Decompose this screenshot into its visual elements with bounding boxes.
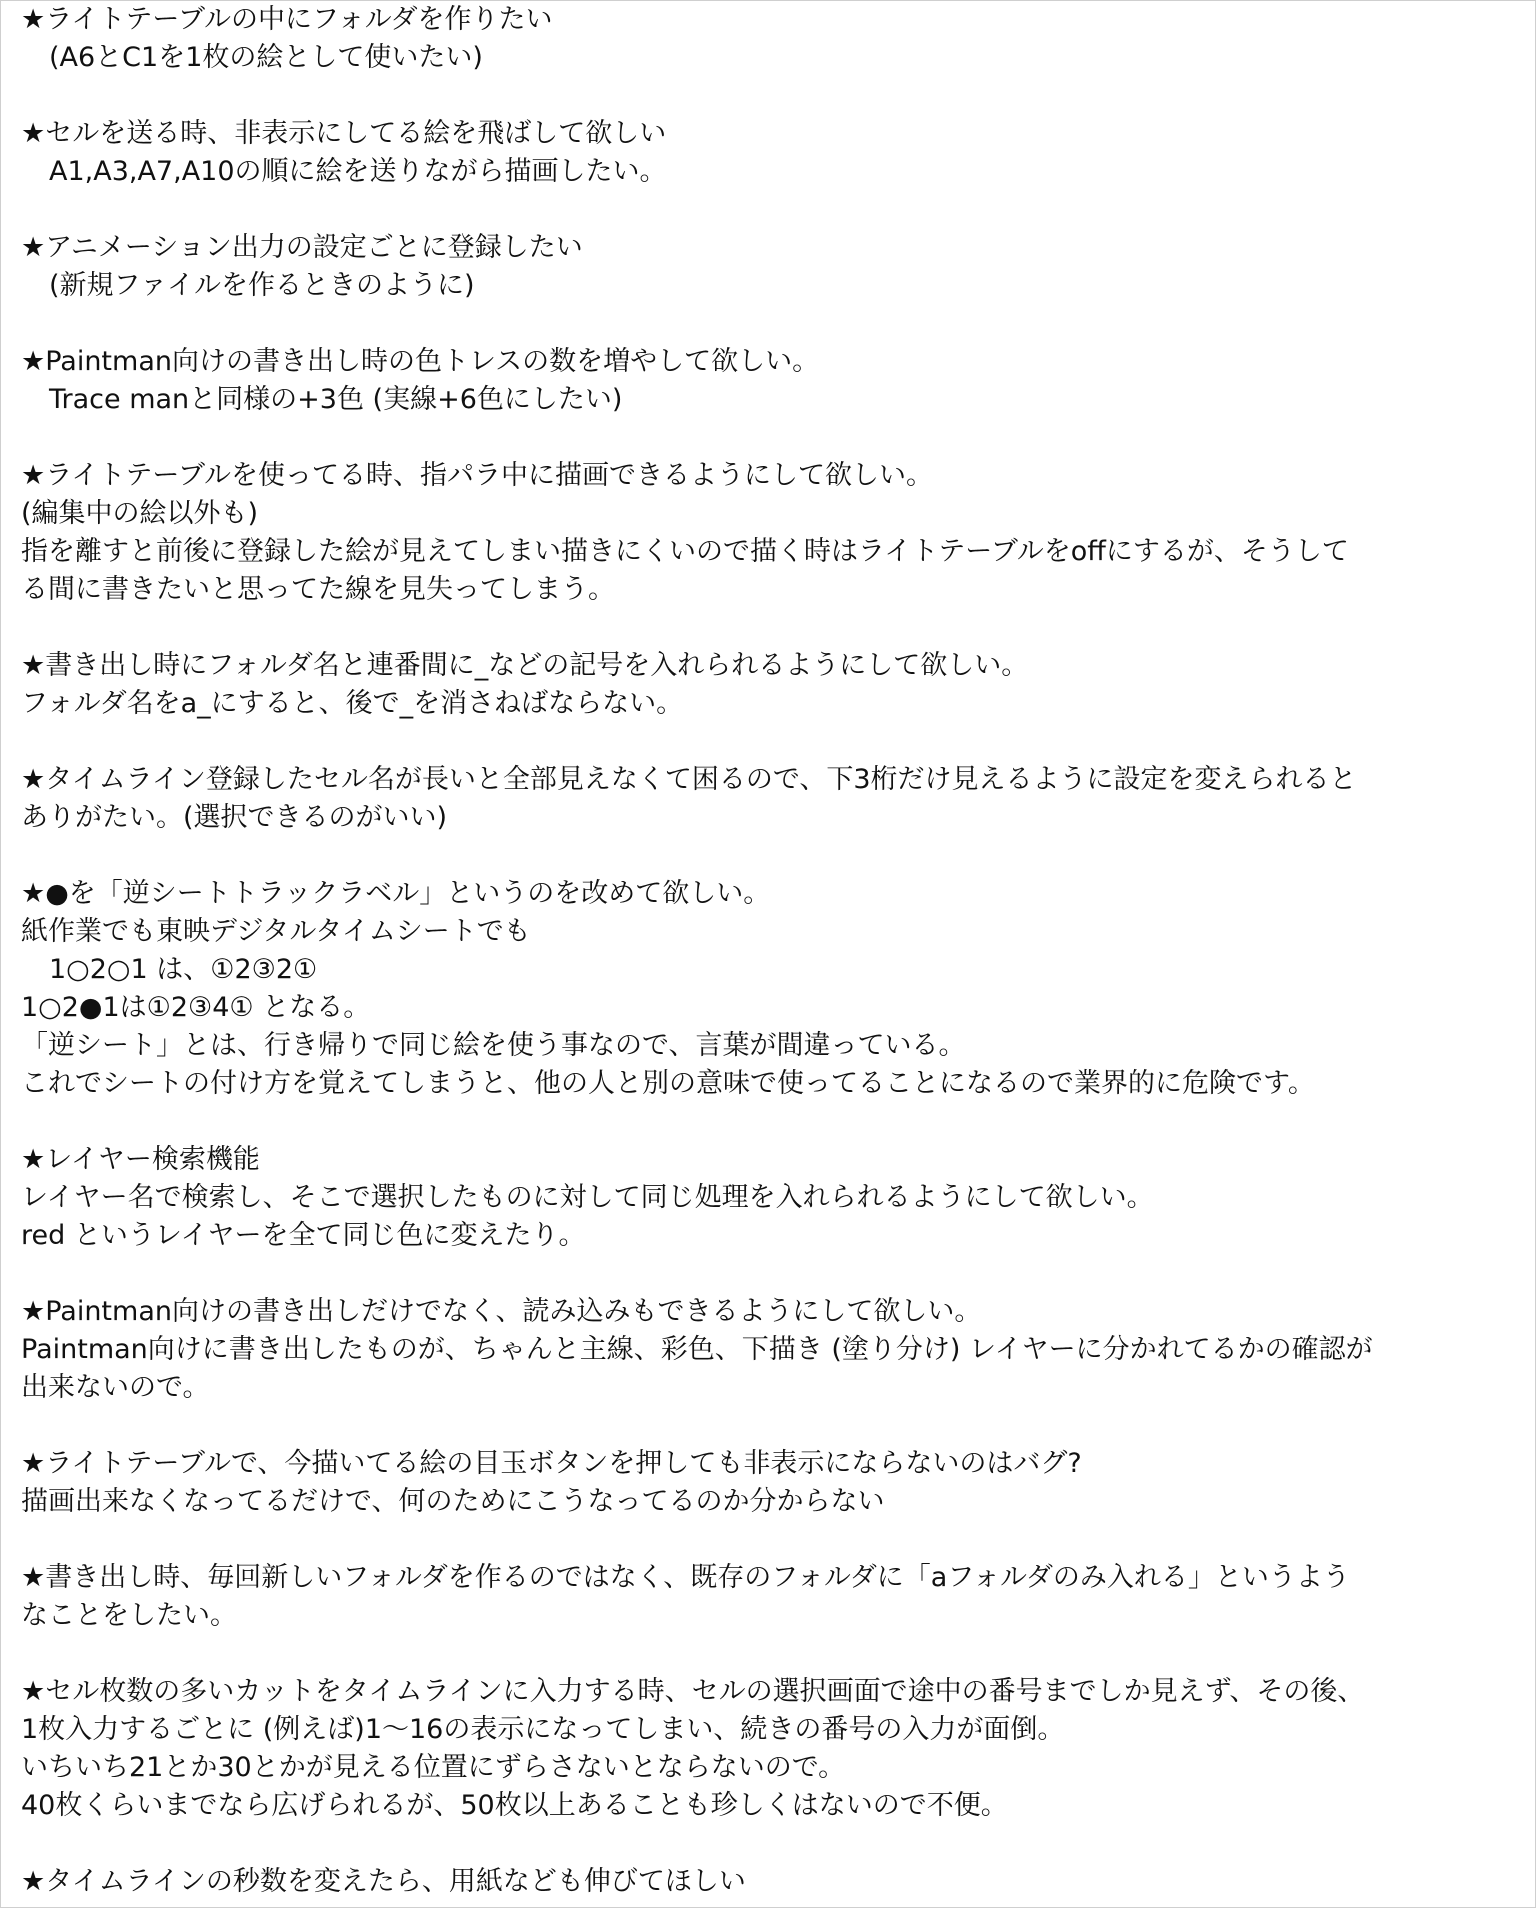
text-line: 1○2○1 は、①2③2① — [49, 954, 318, 985]
text-line: A1,A3,A7,A10の順に絵を送りながら描画したい。 — [49, 156, 667, 187]
blank-line — [21, 1635, 1521, 1673]
request-heading: ★Paintman向けの書き出し時の色トレスの数を増やして欲しい。 — [21, 346, 820, 377]
document-body — [21, 1, 1521, 1901]
text-line: (A6とC1を1枚の絵として使いたい) — [49, 42, 483, 73]
blank-line — [21, 305, 1521, 343]
request-heading: ★ライトテーブルで、今描いてる絵の目玉ボタンを押しても非表示にならないのはバグ? — [21, 1448, 1082, 1479]
request-heading: ★セル枚数の多いカットをタイムラインに入力する時、セルの選択画面で途中の番号までしか見えず、その後、 — [21, 1676, 1365, 1707]
text-line: Paintman向けに書き出したものが、ちゃんと主線、彩色、下描き (塗り分け) レイヤーに分かれてるかの確認が — [21, 1334, 1373, 1365]
text-line: 「逆シート」とは、行き帰りで同じ絵を使う事なので、言葉が間違っている。 — [21, 1030, 966, 1061]
text-line: 紙作業でも東映デジタルタイムシートでも — [21, 916, 531, 947]
blank-line — [21, 191, 1521, 229]
request-heading: ★タイムライン登録したセル名が長いと全部見えなくて困るので、下3桁だけ見えるように設定を変えられると — [21, 764, 1357, 795]
blank-line — [21, 1521, 1521, 1559]
text-line: 1枚入力するごとに (例えば)1〜16の表示になってしまい、続きの番号の入力が面倒。 — [21, 1714, 1065, 1745]
text-line: フォルダ名をa_にすると、後で_を消さねばならない。 — [21, 688, 684, 719]
request-heading: ★レイヤー検索機能 — [21, 1144, 260, 1175]
blank-line — [21, 77, 1521, 115]
request-heading: ★ライトテーブルの中にフォルダを作りたい — [21, 4, 553, 35]
request-heading: ★書き出し時、毎回新しいフォルダを作るのではなく、既存のフォルダに「aフォルダのみ入れる」というよう — [21, 1562, 1350, 1593]
text-line: 描画出来なくなってるだけで、何のためにこうなってるのか分からない — [21, 1486, 885, 1517]
blank-line — [21, 1407, 1521, 1445]
blank-line — [21, 1825, 1521, 1863]
text-line: (新規ファイルを作るときのように) — [49, 270, 475, 301]
text-line: いちいち21とか30とかが見える位置にずらさないとならないので。 — [21, 1752, 846, 1783]
text-line: 出来ないので。 — [21, 1372, 210, 1403]
text-line: 1○2●1は①2③4① となる。 — [21, 992, 371, 1023]
request-heading: ★セルを送る時、非表示にしてる絵を飛ばして欲しい — [21, 118, 667, 149]
text-line: 指を離すと前後に登録した絵が見えてしまい描きにくいので描く時はライトテーブルをoffにするが、そうして — [21, 536, 1349, 567]
text-line: Trace manと同様の+3色 (実線+6色にしたい) — [49, 384, 623, 415]
request-heading: ★●を「逆シートトラックラベル」というのを改めて欲しい。 — [21, 878, 771, 909]
text-line: ありがたい。(選択できるのがいい) — [21, 802, 448, 833]
request-heading: ★書き出し時にフォルダ名と連番間に_などの記号を入れられるようにして欲しい。 — [21, 650, 1029, 681]
blank-line — [21, 609, 1521, 647]
text-line: る間に書きたいと思ってた線を見失ってしまう。 — [21, 574, 615, 605]
text-line: なことをしたい。 — [21, 1600, 237, 1631]
blank-line — [21, 723, 1521, 761]
text-line: これでシートの付け方を覚えてしまうと、他の人と別の意味で使ってることになるので業界的に危険です。 — [21, 1068, 1315, 1099]
blank-line — [21, 419, 1521, 457]
text-line: (編集中の絵以外も) — [21, 498, 259, 529]
text-line: red というレイヤーを全て同じ色に変えたり。 — [21, 1220, 586, 1251]
request-heading: ★Paintman向けの書き出しだけでなく、読み込みもできるようにして欲しい。 — [21, 1296, 982, 1327]
request-heading: ★タイムラインの秒数を変えたら、用紙なども伸びてほしい — [21, 1866, 746, 1897]
text-line: レイヤー名で検索し、そこで選択したものに対して同じ処理を入れられるようにして欲しい。 — [21, 1182, 1154, 1213]
blank-line — [21, 837, 1521, 875]
blank-line — [21, 1103, 1521, 1141]
request-heading: ★アニメーション出力の設定ごとに登録したい — [21, 232, 583, 263]
blank-line — [21, 1255, 1521, 1293]
text-line: 40枚くらいまでなら広げられるが、50枚以上あることも珍しくはないので不便。 — [21, 1790, 1008, 1821]
request-heading: ★ライトテーブルを使ってる時、指パラ中に描画できるようにして欲しい。 — [21, 460, 933, 491]
